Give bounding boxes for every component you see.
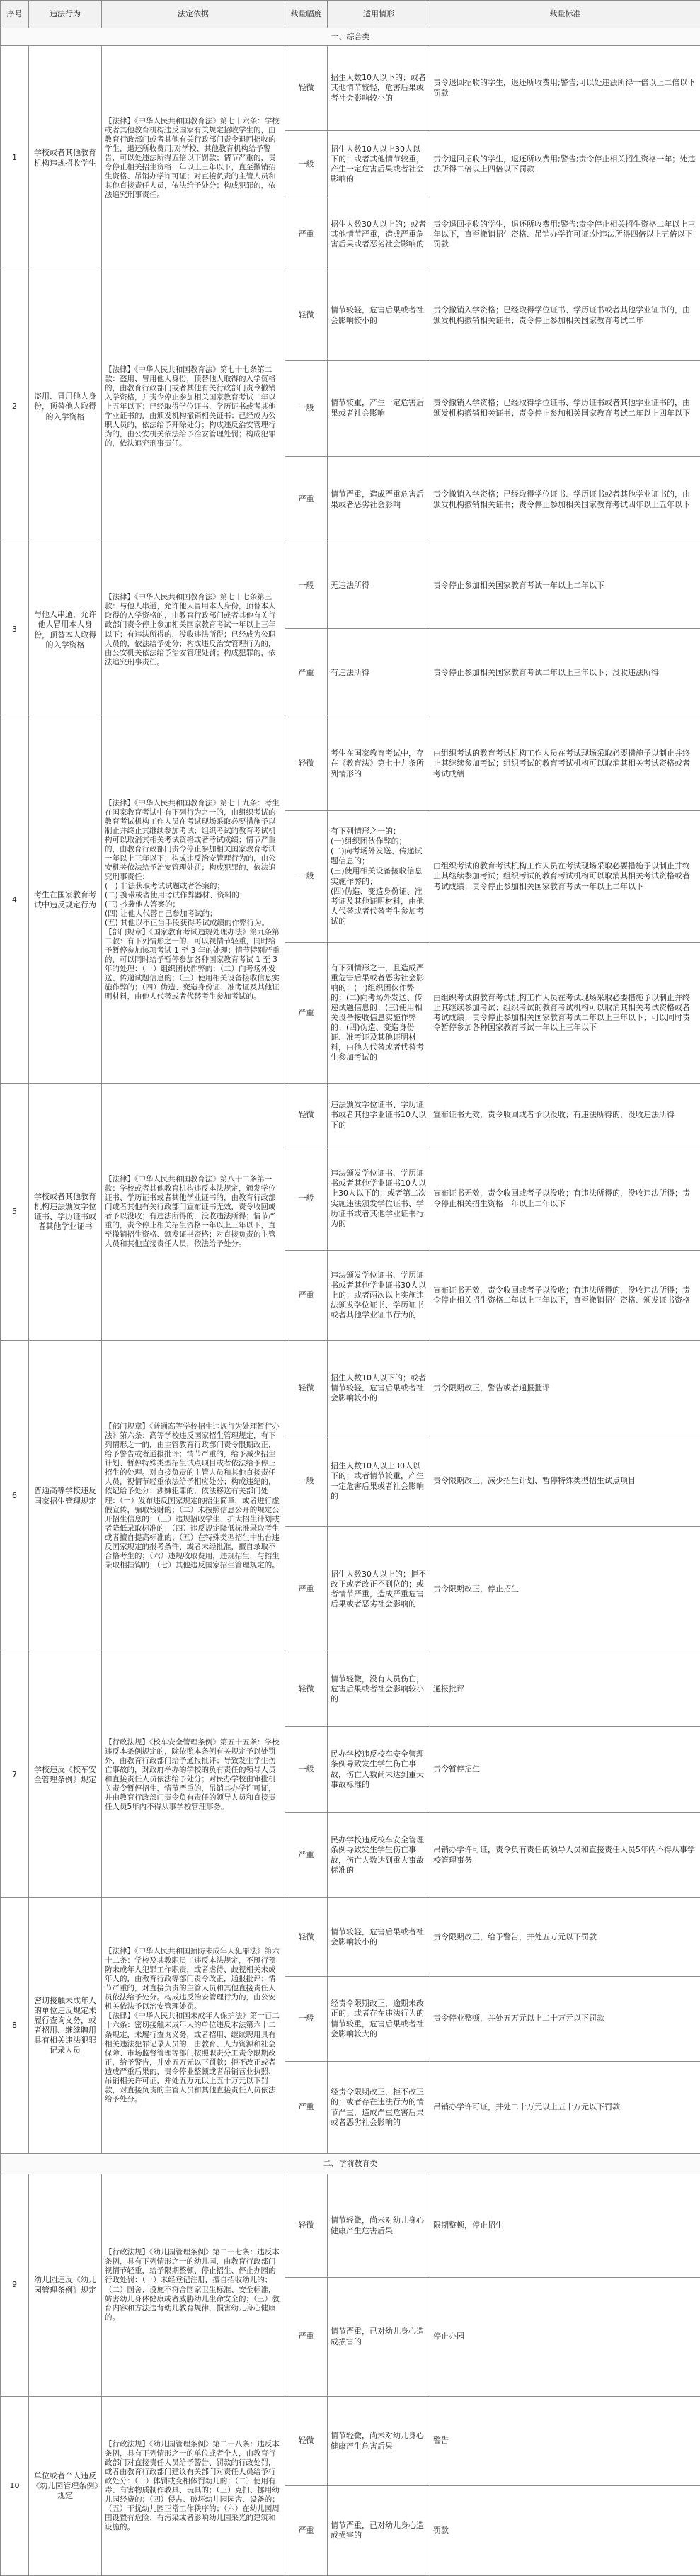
discretion-level: 轻微 xyxy=(285,1898,328,1977)
discretion-level: 严重 xyxy=(285,2062,328,2154)
applicable-situation: 违法颁发学位证书、学历证书或者其他学业证书10人以上30人以下的；或者第二次实施违法颁发学位证书、学历证书或者其他学业证书行为的 xyxy=(328,1147,430,1251)
violation-act: 考生在国家教育考试中违反规定行为 xyxy=(29,717,102,1084)
legal-basis: 【法律】《中华人民共和国教育法》第七十六条：学校或者其他教育机构违反国家有关规定招收学生的，由教育行政部门或者其他有关行政部门责令退回招收的学生，退还所收费用;对学校、其他教育机构给予警告，可以处违法所得五倍以下罚款；情节严重的，责令停止相关招生资格一年以上三年以下，直至撤销招生资格、吊销办学许可证；对直接负责的主管人员和其他直接责任人员，依法给予处分；构成犯罪的，依法追究刑事责任。 xyxy=(102,46,285,271)
table-row xyxy=(1,2397,700,2486)
row-number: 8 xyxy=(1,1898,29,2154)
applicable-situation: 民办学校违反校车安全管理条例导致发生学生伤亡事故，伤亡人数尚未达到重大事故标准的 xyxy=(328,1727,430,1813)
applicable-situation: 情节轻微，尚未对幼儿身心健康产生危害后果 xyxy=(328,2174,430,2278)
row-number: 6 xyxy=(1,1341,29,1652)
row-number: 4 xyxy=(1,717,29,1084)
legal-basis: 【部门规章】《普通高等学校招生违规行为处理暂行办法》第六条：高等学校违反国家招生管理规定，有下列情形之一的，由主管教育行政部门责令限期改正，给予警告或者通报批评；情节严重的，给予减少招生计划、暂停特殊类型招生试点项目或者依法给予停止招生的处理。对直接负责的主管人员和其他直接责任人员，视情节轻重依法给予相应处分；构成违纪的，依纪给予处分；涉嫌犯罪的，依法移送有关部门处理：（一）发布违反国家规定的招生简章，或者进行虚假宣传，骗取钱财的；（二）未按照信息公开的规定公开招生信息的；（三）违规招收学生、扩大招生计划或者降低录取标准的；（四）违反规定降低标准录取考生或者擅自提高标准的；（五）在特殊类型招生中出台违反国家规定的报考条件、或者未经批准，擅自录取不合格考生的；（六）违规收取费用，违规招生，与招生录取相挂钩的；（七）其他违反国家招生管理规定的。 xyxy=(102,1341,285,1652)
discretion-level: 一般 xyxy=(285,1436,328,1527)
discretion-level: 严重 xyxy=(285,1813,328,1898)
violation-act: 盗用、冒用他人身份，顶替他人取得的入学资格 xyxy=(29,271,102,543)
header-act: 违法行为 xyxy=(29,1,102,28)
applicable-situation: 招生人数30人以上的；拒不改正或者改正不到位的；或者情节严重，造成严重危害后果或者恶劣社会影响的 xyxy=(328,1527,430,1652)
discretion-level: 严重 xyxy=(285,457,328,543)
header-standard: 裁量标准 xyxy=(430,1,700,28)
violation-act: 学校或者其他教育机构违法颁发学位证书、学历证书或者其他学业证书 xyxy=(29,1084,102,1341)
discretion-level: 严重 xyxy=(285,2278,328,2397)
discretion-standard: 通报批评 xyxy=(430,1652,700,1727)
applicable-situation: 情节较重，产生一定危害后果或者社会影响 xyxy=(328,361,430,457)
table-row xyxy=(1,543,700,629)
discretion-standard: 吊销办学许可证，责令负有责任的领导人员和直接责任人员5年内不得从事学校管理事务 xyxy=(430,1813,700,1898)
section-row xyxy=(1,28,700,46)
row-number: 9 xyxy=(1,2174,29,2397)
applicable-situation: 招生人数10人以下的；或者情节较轻，危害后果或者社会影响较小的 xyxy=(328,1341,430,1436)
legal-basis: 【法律】《中华人民共和国预防未成年人犯罪法》第六十二条：学校及其教职员工违反本法规定，不履行预防未成年人犯罪工作职责，或者虐待、歧视相关未成年人的，由教育行政等部门责令改正，通报批评；情节严重的，对直接负责的主管人员和其他直接责任人员依法给予处分。构成违反治安管理行为的，由公安机关依法予以治安管理处罚。 【法律】《中华人民共和国未成年人保护法》第一百二十六条：密切接触未成年人的单位违反本法第六十二条规定，未履行查询义务，或者招用、继续聘用具有相关违法犯罪记录人员的，由教育、人力资源和社会保障、市场监督管理等部门按照职责分工责令限期改正，给予警告，并处五万元以下罚款；拒不改正或者造成严重后果的，责令停业整顿或者吊销营业执照、吊销相关许可证，并处五万元以上五十万元以下罚款，对直接负责的主管人员和其他直接责任人员依法给予处分。 xyxy=(102,1898,285,2154)
discretion-standard: 责令限期改正，警告或者通报批评 xyxy=(430,1341,700,1436)
discretion-standard: 责令停止参加相关国家教育考试一年以上二年以下 xyxy=(430,543,700,629)
discretion-standard: 警告 xyxy=(430,2397,700,2486)
applicable-situation: 招生人数10人以上30人以下的；或者情节较重，产生一定危害后果或者社会影响的 xyxy=(328,1436,430,1527)
discretion-level: 轻微 xyxy=(285,1652,328,1727)
discretion-standard: 责令限期改正，给予警告，并处五万元以下罚款 xyxy=(430,1898,700,1977)
discretion-standard: 责令退回招收的学生，退还所收费用;警告;责令停止相关招生资格一年；处违法所得二倍以上四倍以下罚款 xyxy=(430,131,700,198)
applicable-situation: 有下列情形之一，且造成严重危害后果或者恶劣社会影响的：(一)组织团伙作弊的；(二)向考场外发送、传递试题信息的；(三)使用相关设备接收信息实施作弊的；(四)伪造、变造身份证、准考证及其他证明材料，由他人代替或者代替考生参加考试的 xyxy=(328,943,430,1084)
applicable-situation: 情节严重，已对幼儿身心造成损害的 xyxy=(328,2486,430,2576)
legal-basis: 【法律】《中华人民共和国教育法》第七十九条：考生在国家教育考试中有下列行为之一的，由组织考试的教育考试机构工作人员在考试现场采取必要措施予以制止并终止其继续参加考试；组织考试的教育考试机构可以取消其相关考试资格或者考试成绩；情节严重的，由教育行政部门责令停止参加相关国家教育考试一年以上三年以下；构成违反治安管理行为的，由公安机关依法给予治安管理处罚；构成犯罪的，依法追究刑事责任： (一) 非法获取考试试题或者答案的； (二) 携带或者使用考试作弊器材、资料的； (三) 抄袭他人答案的； (四) 让他人代替自己参加考试的； (五) 其他以不正当手段获得考试成绩的作弊行为。 【部门规章】《国家教育考试违规处理办法》第九条第二款：有下列情形之一的，可以视情节轻重，同时给予暂停参加该项考试 1 至 3 年的处理；情节特别严重的，可以同时给予暂停参加各种国家教育考试 1 至 3 年的处理：（一）组织团伙作弊的；（二）向考场外发送、传递试题信息的；（三）使用相关设备接收信息实施作弊的；（四）伪造、变造身份证、准考证及其他证明材料，由他人代替或者代替考生参加考试的。 xyxy=(102,717,285,1084)
discretion-level: 一般 xyxy=(285,361,328,457)
violation-act: 与他人串通，允许他人冒用本人身份，顶替本人取得的入学资格 xyxy=(29,543,102,717)
row-number: 1 xyxy=(1,46,29,271)
discretion-standard: 宣布证书无效，责令收回或者予以没收；有违法所得的，没收违法所得；责令停止相关招生资格二年以上三年以下，直至撤销招生资格、颁发证书资格 xyxy=(430,1251,700,1341)
discretion-level: 严重 xyxy=(285,943,328,1084)
table-row xyxy=(1,1341,700,1436)
legal-basis: 【行政法规】《幼儿园管理条例》第二十七条：违反本条例，具有下列情形之一的幼儿园，由教育行政部门视情节轻重，给予限期整顿、停止招生、停止办园的行政处罚：（一）未经登记注册，擅自招收幼儿的；（二）园舍、设施不符合国家卫生标准、安全标准，妨害幼儿身体健康或者威胁幼儿生命安全的；（三）教育内容和方法违背幼儿教育规律，损害幼儿身心健康的。 xyxy=(102,2174,285,2397)
discretion-standard: 责令退回招收的学生，退还所收费用;警告;可以处违法所得一倍以上二倍以下罚款 xyxy=(430,46,700,131)
discretion-standard: 责令撤销入学资格；已经取得学位证书、学历证书或者其他学业证书的，由颁发机构撤销相关证书；责令停止参加相关国家教育考试二年以上四年以下 xyxy=(430,361,700,457)
legal-basis: 【法律】《中华人民共和国教育法》第七十七条第三款：与他人串通，允许他人冒用本人身份，顶替本人取得的入学资格的，由教育行政部门或者其他有关行政部门责令停止参加相关国家教育考试一年以上三年以下；有违法所得的，没收违法所得；已经成为公职人员的，依法给予处分；构成违反治安管理行为的，由公安机关依法给予治安管理处罚；构成犯罪的，依法追究刑事责任。 xyxy=(102,543,285,717)
row-number: 3 xyxy=(1,543,29,717)
discretion-standard: 责令撤销入学资格；已经取得学位证书、学历证书或者其他学业证书的，由颁发机构撤销相关证书；责令停止参加相关国家教育考试四年以上五年以下 xyxy=(430,457,700,543)
discretion-standard: 宣布证书无效，责令收回或者予以没收；有违法所得的，没收违法所得 xyxy=(430,1084,700,1147)
applicable-situation: 招生人数30人以上的；或者其他情节严重，造成严重危害后果或者恶劣社会影响的 xyxy=(328,198,430,271)
applicable-situation: 情节轻微，尚未对幼儿身心健康产生危害后果 xyxy=(328,2397,430,2486)
section-row xyxy=(1,2154,700,2174)
discretion-level: 轻微 xyxy=(285,1341,328,1436)
discretion-standard: 责令停业整顿，并处五万元以上二十万元以下罚款 xyxy=(430,1977,700,2062)
discretion-level: 轻微 xyxy=(285,717,328,811)
discretion-level: 一般 xyxy=(285,1147,328,1251)
discretion-level: 一般 xyxy=(285,1977,328,2062)
row-number: 7 xyxy=(1,1652,29,1898)
applicable-situation: 情节较轻，危害后果或者社会影响较小的 xyxy=(328,271,430,361)
row-number: 5 xyxy=(1,1084,29,1341)
discretion-level: 一般 xyxy=(285,131,328,198)
discretion-standard: 责令限期改正，减少招生计划、暂停特殊类型招生试点项目 xyxy=(430,1436,700,1527)
applicable-situation: 经责令限期改正，逾期未改正的；或者存在违法行为的情节较重，危害后果或者社会影响较大的 xyxy=(328,1977,430,2062)
applicable-situation: 民办学校违反校车安全管理条例导致发生学生伤亡事故，伤亡人数达到重大事故标准的 xyxy=(328,1813,430,1898)
applicable-situation: 有下列情形之一的： (一)组织团伙作弊的； (二)向考场外发送、传递试题信息的； (三)使用相关设备接收信息实施作弊的； (四)伪造、变造身份证、准考证及其他证明材料，由他人代替或者代替考生参加考试的 xyxy=(328,811,430,943)
table-row xyxy=(1,1652,700,1727)
applicable-situation: 招生人数10人以下的；或者其他情节较轻，危害后果或者社会影响较小的 xyxy=(328,46,430,131)
discretion-level: 一般 xyxy=(285,543,328,629)
legal-basis: 【法律】《中华人民共和国教育法》第七十七条第二款：盗用、冒用他人身份，顶替他人取得的入学资格的，由教育行政部门或者其他有关行政部门责令撤销入学资格，并责令停止参加相关国家教育考试二年以上五年以下；已经取得学位证书、学历证书或者其他学业证书的，由颁发机构撤销相关证书；已经成为公职人员的，依法给予开除处分；构成违反治安管理行为的，由公安机关依法给予治安管理处罚；构成犯罪的，依法追究刑事责任。 xyxy=(102,271,285,543)
applicable-situation: 经责令限期改正，拒不改正的；或者存在违法行为的情节严重，造成严重危害后果或者恶劣社会影响的 xyxy=(328,2062,430,2154)
section-title: 二、学前教育类 xyxy=(1,2154,700,2174)
header-situation: 适用情形 xyxy=(328,1,430,28)
discretion-standard: 责令撤销入学资格；已经取得学位证书、学历证书或者其他学业证书的，由颁发机构撤销相关证书；责令停止参加相关国家教育考试二年 xyxy=(430,271,700,361)
discretion-level: 一般 xyxy=(285,1727,328,1813)
discretion-level: 轻微 xyxy=(285,271,328,361)
row-number: 10 xyxy=(1,2397,29,2576)
discretion-level: 轻微 xyxy=(285,2174,328,2278)
applicable-situation: 无违法所得 xyxy=(328,543,430,629)
table-row xyxy=(1,46,700,131)
header-basis: 法定依据 xyxy=(102,1,285,28)
header-no: 序号 xyxy=(1,1,29,28)
violation-act: 幼儿园违反《幼儿园管理条例》规定 xyxy=(29,2174,102,2397)
discretion-standard: 责令停止参加相关国家教育考试二年以上三年以下；没收违法所得 xyxy=(430,629,700,717)
discretion-standard: 责令退回招收的学生，退还所收费用;警告;责令停止相关招生资格二年以上三年以下，直至撤销招生资格、吊销办学许可证;处违法所得四倍以上五倍以下罚款 xyxy=(430,198,700,271)
table-row xyxy=(1,2174,700,2278)
applicable-situation: 违法颁发学位证书、学历证书或者其他学业证书10人以下的 xyxy=(328,1084,430,1147)
legal-basis: 【行政法规】《幼儿园管理条例》第二十八条：违反本条例，具有下列情形之一的单位或者个人，由教育行政部门对直接责任人员给予警告、罚款的行政处罚，或者由教育行政部门建议有关部门对责任人员给予行政处分：（一）体罚或变相体罚幼儿的；（二）使用有毒、有害物质制作教具、玩具的；（三）克扣、挪用幼儿园经费的；（四）侵占、破坏幼儿园园舍、设备的；（五）干扰幼儿园正常工作秩序的；（六）在幼儿园周围设置有危险、有污染或者影响幼儿园采光的建筑和设施的。 xyxy=(102,2397,285,2576)
section-title: 一、综合类 xyxy=(1,28,700,46)
header-row xyxy=(1,1,700,28)
applicable-situation: 情节轻微，没有人员伤亡，危害后果或者社会影响较小的 xyxy=(328,1652,430,1727)
discretion-level: 严重 xyxy=(285,198,328,271)
discretion-level: 严重 xyxy=(285,1527,328,1652)
applicable-situation: 情节严重，已对幼儿身心造成损害的 xyxy=(328,2278,430,2397)
violation-act: 普通高等学校违反国家招生管理规定 xyxy=(29,1341,102,1652)
discretion-level: 轻微 xyxy=(285,2397,328,2486)
row-number: 2 xyxy=(1,271,29,543)
discretion-standard: 责令暂停招生 xyxy=(430,1727,700,1813)
discretion-standard: 由组织考试的教育考试机构工作人员在考试现场采取必要措施予以制止并终止其继续参加考试；组织考试的教育考试机构可以取消其相关考试资格或者考试成绩；责令停止参加相关国家教育考试二年以上三年以下；可以同时责令暂停参加各种国家教育考试一年以上三年以下 xyxy=(430,943,700,1084)
applicable-situation: 考生在国家教育考试中，存在《教育法》第七十九条所列情形的 xyxy=(328,717,430,811)
discretion-standard: 限期整顿，停止招生 xyxy=(430,2174,700,2278)
discretion-standard: 由组织考试的教育考试机构工作人员在考试现场采取必要措施予以制止并终止其继续参加考试；组织考试的教育考试机构可以取消其相关考试资格或者考试成绩；责令停止参加相关国家教育考试一年以上二年以下 xyxy=(430,811,700,943)
applicable-situation: 有违法所得 xyxy=(328,629,430,717)
table-body xyxy=(1,28,700,2576)
discretion-level: 严重 xyxy=(285,2486,328,2576)
discretion-standard: 责令限期改正，停止招生 xyxy=(430,1527,700,1652)
violation-act: 单位或者个人违反《幼儿园管理条例》规定 xyxy=(29,2397,102,2576)
violation-act: 学校违反《校车安全管理条例》规定 xyxy=(29,1652,102,1898)
discretion-level: 严重 xyxy=(285,629,328,717)
applicable-situation: 情节较轻，危害后果或者社会影响较小的 xyxy=(328,1898,430,1977)
discretion-standard: 吊销办学许可证，并处二十万元以上五十万元以下罚款 xyxy=(430,2062,700,2154)
header-level: 裁量幅度 xyxy=(285,1,328,28)
applicable-situation: 情节严重，造成严重危害后果或者恶劣社会影响 xyxy=(328,457,430,543)
discretion-standard: 停止办园 xyxy=(430,2278,700,2397)
table-row xyxy=(1,1084,700,1147)
applicable-situation: 招生人数10人以上30人以下的；或者其他情节较重，产生一定危害后果或者社会影响的 xyxy=(328,131,430,198)
violation-act: 学校或者其他教育机构违规招收学生 xyxy=(29,46,102,271)
discretion-level: 严重 xyxy=(285,1251,328,1341)
discretion-level: 轻微 xyxy=(285,1084,328,1147)
discretion-standard: 宣布证书无效，责令收回或者予以没收；有违法所得的，没收违法所得；责令停止相关招生资格一年以上二年以下 xyxy=(430,1147,700,1251)
violation-act: 密切接触未成年人的单位违反规定未履行查询义务，或者招用、继续聘用具有相关违法犯罪记录人员 xyxy=(29,1898,102,2154)
applicable-situation: 违法颁发学位证书、学历证书或者其他学业证书30人以上的；或者两次以上实施违法颁发学位证书、学历证书或者其他学业证书行为的 xyxy=(328,1251,430,1341)
discretion-level: 一般 xyxy=(285,811,328,943)
legal-basis: 【行政法规】《校车安全管理条例》第五十五条：学校违反本条例规定的，除依照本条例有关规定予以处罚外，由教育行政部门给予通报批评；导致发生学生伤亡事故的，对政府举办的学校的负有责任的领导人员和直接责任人员依法给予处分；对民办学校由审批机关责令暂停招生，情节严重的，吊销其办学许可证，并由教育行政部门责令负有责任的领导人员和直接责任人员5年内不得从事学校管理事务。 xyxy=(102,1652,285,1898)
legal-basis: 【法律】《中华人民共和国教育法》第八十二条第一款：学校或者其他教育机构违反本法规定，颁发学位证书、学历证书或者其他学业证书的，由教育行政部门或者其他有关行政部门宣布证书无效，责令收回或者予以没收；有违法所得的，没收违法所得；情节严重的，责令停止相关招生资格一年以上三年以下，直至撤销招生资格、颁发证书资格；对直接负责的主管人员和其他直接责任人员，依法给予处分。 xyxy=(102,1084,285,1341)
table-row xyxy=(1,271,700,361)
discretion-level: 轻微 xyxy=(285,46,328,131)
table-row xyxy=(1,717,700,811)
table-row xyxy=(1,1898,700,1977)
discretion-standard: 罚款 xyxy=(430,2486,700,2576)
discretion-standard: 由组织考试的教育考试机构工作人员在考试现场采取必要措施予以制止并终止其继续参加考试；组织考试的教育考试机构可以取消其相关考试资格或者考试成绩 xyxy=(430,717,700,811)
